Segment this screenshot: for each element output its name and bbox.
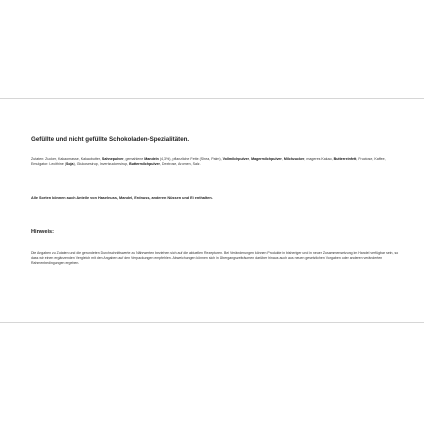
ingredient-text: (4,3%), pflanzliche Fette (Shea, Palm),: [158, 157, 223, 161]
ingredients-paragraph: [31, 157, 403, 168]
ingredient-text: , Fructose, Kaffee, Emulgator: Lecithine (: [31, 157, 386, 167]
allergen-ingredient: Mandeln: [144, 157, 159, 161]
ingredients-label: Zutaten:: [31, 157, 45, 161]
bottom-divider: [0, 322, 424, 323]
notice-heading: Hinweis:: [31, 229, 55, 235]
ingredient-text: ), Glukosesirup, Invertzuckersirup,: [73, 162, 130, 167]
allergen-ingredient: Sahnepulver: [101, 157, 124, 161]
allergen-note: Alle Sorten können auch Anteile von Haselnuss, Mandel, Erdnuss, anderen Nüssen und Ei enthalten.: [31, 196, 213, 200]
allergen-ingredient: Butterreinfett: [333, 157, 357, 161]
allergen-ingredient: Soja: [65, 162, 74, 167]
allergen-ingredient: Vollmilchpulver: [222, 157, 250, 161]
ingredient-text: ,: [281, 157, 284, 161]
notice-body: Die Angaben zu Zutaten und die gerundeten Durchschnittswerte zu Nährwerten beziehen sich auf die aktuellen Rezepturen. Bei Veränderungen können Produkte in bisheriger und in neuer Zusammensetzung im Handel verfügbar sein, so dass wir einen ergänzenden Vergleich mit den Angaben auf den Verpackungen empfehlen. Abweichungen können sich in Übergangszeiträumen darüber hinaus auch aus neuen gesetzlichen Vorgaben oder anderen veränderten Rahmenbedingungen ergeben.: [31, 251, 399, 266]
ingredients-list: [31, 157, 386, 166]
ingredient-text: , gemahlene: [123, 157, 145, 161]
product-title: Gefüllte und nicht gefüllte Schokoladen-Spezialitäten.: [31, 136, 190, 143]
allergen-ingredient: Magermilchpulver: [251, 157, 282, 161]
allergen-ingredient: Milchzucker: [283, 157, 305, 161]
ingredient-text: , Dextrose, Aromen, Salz.: [159, 162, 201, 167]
allergen-ingredient: Buttermilchpulver: [129, 162, 160, 167]
ingredient-text: ,: [249, 157, 252, 161]
top-divider: [0, 98, 424, 99]
ingredient-text: Zucker, Kakaomasse, Kakaobutter,: [44, 157, 102, 161]
ingredient-text: , mageres Kakao,: [304, 157, 334, 161]
